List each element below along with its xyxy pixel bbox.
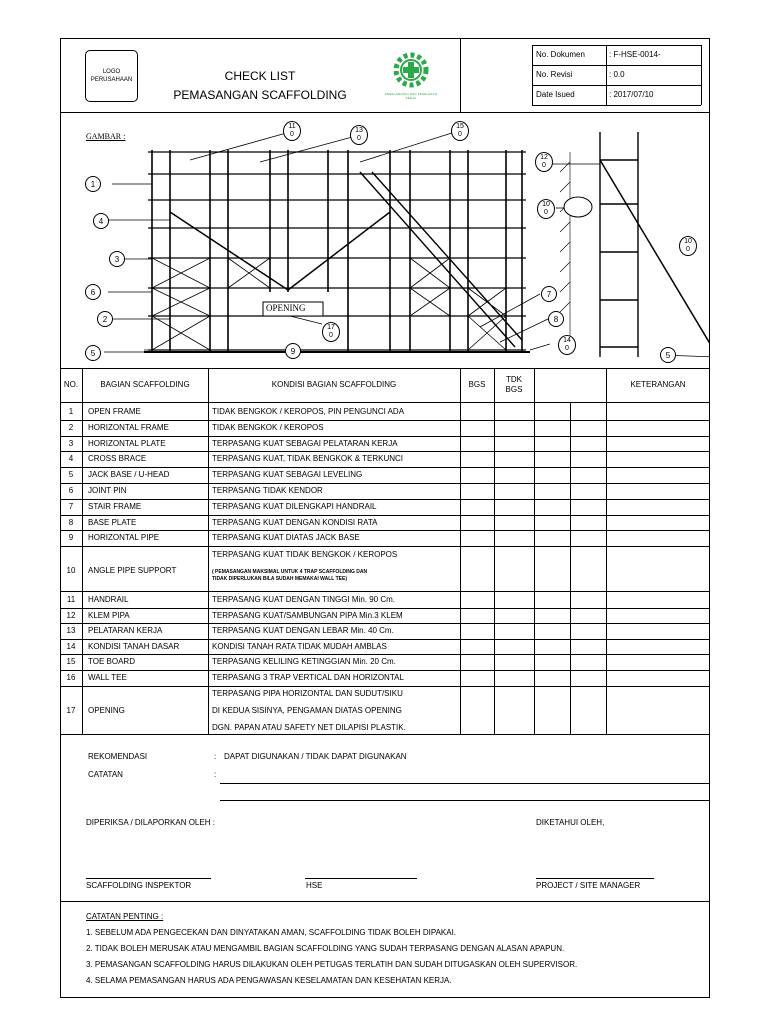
row-separator: [60, 420, 710, 421]
row-6-part: JOINT PIN: [88, 486, 127, 495]
row-5-cond: TERPASANG KUAT SEBAGAI LEVELING: [212, 470, 363, 480]
row-10-note-line2: TIDAK DIPERLUKAN BILA SUDAH MEMAKAI WALL TEE): [212, 576, 347, 582]
row-4-part: CROSS BRACE: [88, 454, 147, 464]
row-3-cond: TERPASANG KUAT SEBAGAI PELATARAN KERJA: [212, 438, 398, 448]
recommendation-value[interactable]: DAPAT DIGUNAKAN / TIDAK DAPAT DIGUNAKAN: [224, 752, 407, 761]
col-line-tdk: [534, 368, 535, 734]
col-line-extra2: [606, 368, 607, 734]
row-separator: [60, 515, 710, 516]
callout-10-right: 10 0: [679, 236, 697, 256]
row-1-part: OPEN FRAME: [88, 407, 141, 416]
row-13-no: 13: [66, 626, 76, 636]
logo-text-line1: LOGO: [102, 69, 121, 75]
row-5-no: 5: [68, 470, 74, 480]
logo-text-line2: PERUSAHAAN: [90, 77, 133, 83]
callout-17: 17 0: [322, 322, 340, 342]
header-bgs: BGS: [468, 380, 486, 389]
header-condition: KONDISI BAGIAN SCAFFOLDING: [271, 380, 397, 389]
form-title-line2: PEMASANGAN SCAFFOLDING: [173, 88, 347, 102]
scaffolding-illustration: [60, 112, 710, 368]
row-separator: [60, 654, 710, 655]
row-15-no: 15: [66, 657, 76, 667]
row-12-cond: TERPASANG KUAT/SAMBUNGAN PIPA Min.3 KLEM: [212, 610, 403, 620]
callout-10-side: 10 0: [537, 199, 555, 219]
issue-date-value: : 2017/07/10: [609, 90, 654, 99]
row-separator: [60, 639, 710, 640]
notes-line-1[interactable]: [220, 783, 710, 784]
callout-7: 7: [541, 286, 557, 302]
row-14-no: 14: [66, 641, 76, 651]
row-3-part: HORIZONTAL PLATE: [88, 438, 166, 448]
row-5-part: JACK BASE / U-HEAD: [88, 470, 170, 480]
row-10-note-line1: ( PEMASANGAN MAKSIMAL UNTUK 4 TRAP SCAFFOLDING DAN: [212, 569, 368, 575]
row-4-cond: TERPASANG KUAT, TIDAK BENGKOK & TERKUNCI: [212, 454, 404, 464]
row-7-cond: TERPASANG KUAT DILENGKAPI HANDRAIL: [212, 501, 377, 511]
callout-11: 11 0: [283, 121, 301, 141]
col-line-bgs: [494, 368, 495, 734]
row-17-no: 17: [66, 706, 76, 715]
callout-12: 12 0: [535, 152, 553, 172]
row-separator: [60, 436, 710, 437]
callout-6: 6: [85, 284, 101, 300]
table-bottom-line: [60, 734, 710, 735]
row-1-no: 1: [68, 407, 74, 416]
important-note-1: 1. SEBELUM ADA PENGECEKAN DAN DINYATAKAN AMAN, SCAFFOLDING TIDAK BOLEH DIPAKAI.: [86, 928, 457, 937]
row-3-no: 3: [68, 438, 74, 448]
row-11-no: 11: [66, 595, 76, 604]
row-15-cond: TERPASANG KELILING KETINGGIAN Min. 20 Cm.: [212, 657, 396, 667]
row-line-10-top: [60, 546, 710, 547]
row-1-cond: TIDAK BENGKOK / KEROPOS, PIN PENGUNCI ADA: [212, 407, 405, 416]
row-17-part: OPENING: [88, 706, 125, 715]
row-separator: [60, 623, 710, 624]
row-8-cond: TERPASANG KUAT DENGAN KONDISI RATA: [212, 517, 378, 527]
row-line-17-top: [60, 686, 710, 687]
acknowledged-by-label: DIKETAHUI OLEH,: [536, 818, 605, 827]
table-top-line: [60, 368, 710, 369]
row-6-no: 6: [68, 486, 74, 495]
notes-line-2[interactable]: [220, 800, 710, 801]
row-separator: [60, 499, 710, 500]
row-10-cond: TERPASANG KUAT TIDAK BENGKOK / KEROPOS: [212, 550, 398, 559]
company-logo-placeholder: [85, 50, 138, 102]
row-12-no: 12: [66, 610, 76, 620]
opening-label: OPENING: [266, 303, 306, 313]
row-16-part: WALL TEE: [88, 673, 127, 682]
row-12-part: KLEM PIPA: [88, 610, 130, 620]
header-part: BAGIAN SCAFFOLDING: [100, 380, 190, 389]
row-15-part: TOE BOARD: [88, 657, 135, 667]
hse-signature-line[interactable]: [305, 878, 417, 879]
row-separator: [60, 451, 710, 452]
row-17-cond-line2: DI KEDUA SISINYA, PENGAMAN DIATAS OPENING: [212, 706, 402, 715]
doc-number-label: No. Dokumen: [536, 50, 585, 59]
row-11-cond: TERPASANG KUAT DENGAN TINGGI Min. 90 Cm.: [212, 595, 395, 604]
callout-9: 9: [285, 343, 301, 359]
row-7-no: 7: [68, 501, 74, 511]
row-17-cond-line3: DGN. PAPAN ATAU SAFETY NET DILAPISI PLASTIK.: [212, 723, 406, 732]
doc-number-value: : F-HSE-0014-: [609, 50, 661, 59]
callout-14: 14 0: [558, 335, 576, 355]
row-separator: [60, 467, 710, 468]
col-line-no: [82, 368, 83, 734]
recommendation-label: REKOMENDASI: [88, 752, 148, 761]
header-remarks: KETERANGAN: [630, 380, 686, 389]
row-2-cond: TIDAK BENGKOK / KEROPOS: [212, 422, 324, 432]
row-2-no: 2: [68, 422, 74, 432]
important-note-3: 3. PEMASANGAN SCAFFOLDING HARUS DILAKUKAN OLEH PETUGAS TERLATIH DAN SUDAH DITUGASKAN OLEH SUPERVISOR.: [86, 960, 578, 969]
reported-by-label: DIPERIKSA / DILAPORKAN OLEH :: [86, 818, 215, 827]
row-6-cond: TERPASANG TIDAK KENDOR: [212, 486, 323, 495]
signature-bottom-line: [60, 901, 710, 902]
row-8-part: BASE PLATE: [88, 517, 137, 527]
header-no: NO.: [63, 380, 79, 389]
header-tdk-bgs: BGS: [505, 385, 523, 394]
important-note-4: 4. SELAMA PEMASANGAN HARUS ADA PENGAWASAN KESELAMATAN DAN KESEHATAN KERJA.: [86, 976, 452, 985]
row-14-part: KONDISI TANAH DASAR: [88, 641, 180, 651]
row-separator: [60, 530, 710, 531]
row-8-no: 8: [68, 517, 74, 527]
row-16-no: 16: [66, 673, 76, 682]
row-separator: [60, 608, 710, 609]
inspector-signature-line[interactable]: [86, 878, 211, 879]
meta-line-bottom: [532, 105, 701, 106]
meta-line-top: [532, 45, 701, 46]
header-divider: [460, 38, 461, 112]
emblem-caption: KESELAMATAN DAN KESEHATAN KERJA: [384, 92, 438, 100]
revision-value: : 0.0: [609, 70, 625, 79]
row-13-part: PELATARAN KERJA: [88, 626, 163, 636]
callout-8: 8: [548, 311, 564, 327]
callout-5-left: 5: [85, 345, 101, 361]
col-line-cond: [460, 368, 461, 734]
callout-13: 13 0: [350, 125, 368, 145]
drawing-label: GAMBAR :: [86, 132, 126, 141]
row-7-part: STAIR FRAME: [88, 501, 142, 511]
meta-divider-right: [701, 45, 702, 105]
callout-2: 2: [97, 311, 113, 327]
issue-date-label: Date Isued: [536, 90, 575, 99]
row-10-no: 10: [66, 566, 76, 575]
row-9-part: HORIZONTAL PIPE: [88, 533, 160, 543]
callout-1: 1: [85, 176, 101, 192]
hse-title: HSE: [306, 881, 323, 890]
manager-signature-line[interactable]: [536, 878, 654, 879]
callout-15: 15 0: [451, 121, 469, 141]
row-2-part: HORIZONTAL FRAME: [88, 422, 169, 432]
row-16-cond: TERPASANG 3 TRAP VERTICAL DAN HORIZONTAL: [212, 673, 404, 682]
meta-divider-mid: [606, 45, 607, 105]
table-header-bottom: [60, 402, 710, 403]
row-line-10-bottom: [60, 591, 710, 592]
row-9-no: 9: [68, 533, 74, 543]
meta-line-1: [532, 65, 701, 66]
row-separator: [60, 670, 710, 671]
col-line-part: [208, 368, 209, 734]
inspector-title: SCAFFOLDING INSPEKTOR: [86, 881, 192, 890]
notes-colon: :: [214, 770, 217, 779]
revision-label: No. Revisi: [536, 70, 573, 79]
row-4-no: 4: [68, 454, 74, 464]
important-note-2: 2. TIDAK BOLEH MERUSAK ATAU MENGAMBIL BAGIAN SCAFFOLDING YANG SUDAH TERPASANG DENGAN ALASAN APAPUN.: [86, 944, 565, 953]
recommendation-colon: :: [214, 752, 217, 761]
header-tdk: TDK: [506, 375, 522, 384]
row-9-cond: TERPASANG KUAT DIATAS JACK BASE: [212, 533, 360, 543]
form-title-line1: CHECK LIST: [224, 69, 296, 83]
manager-title: PROJECT / SITE MANAGER: [536, 881, 641, 890]
row-13-cond: TERPASANG KUAT DENGAN LEBAR Min. 40 Cm.: [212, 626, 394, 636]
callout-5-right: 5: [660, 347, 676, 363]
row-10-part: ANGLE PIPE SUPPORT: [88, 566, 177, 575]
row-14-cond: KONDISI TANAH RATA TIDAK MUDAH AMBLAS: [212, 641, 387, 651]
callout-3: 3: [109, 251, 125, 267]
row-11-part: HANDRAIL: [88, 595, 129, 604]
meta-divider-left: [532, 45, 533, 105]
row-17-cond-line1: TERPASANG PIPA HORIZONTAL DAN SUDUT/SIKU: [212, 689, 403, 698]
important-notes-title: CATATAN PENTING :: [86, 912, 164, 921]
notes-label: CATATAN: [88, 770, 123, 779]
callout-4: 4: [93, 213, 109, 229]
meta-line-2: [532, 85, 701, 86]
row-separator: [60, 483, 710, 484]
